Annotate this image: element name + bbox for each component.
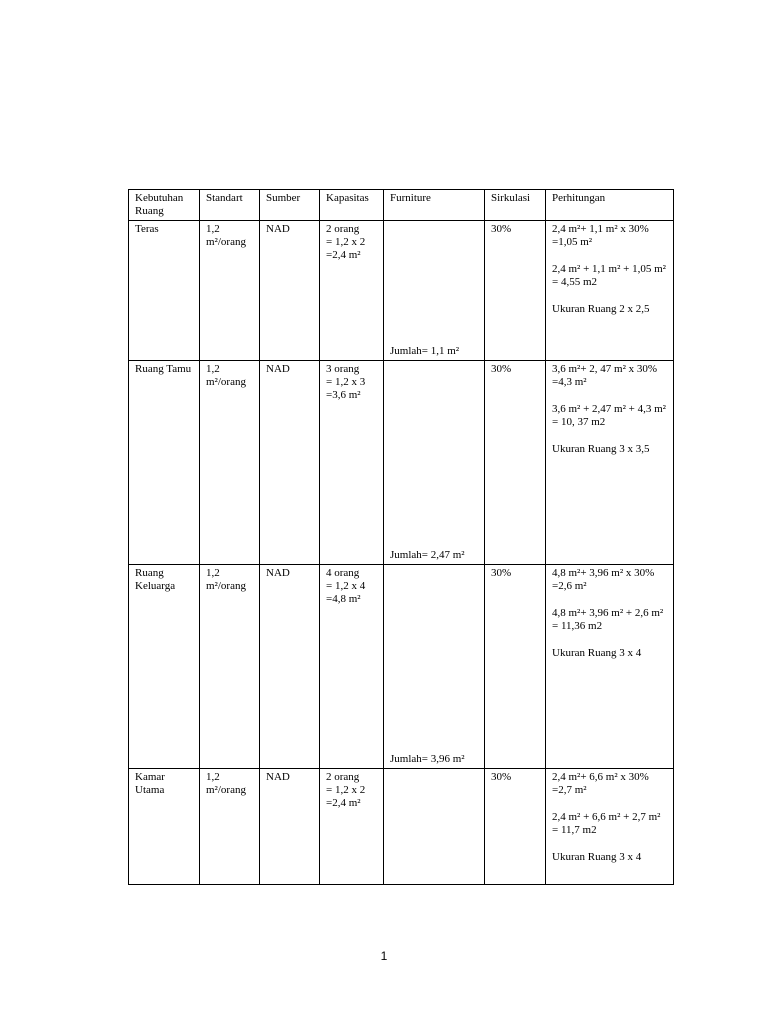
calculation-step: 2,4 m² + 6,6 m² + 2,7 m² = 11,7 m2 [552, 811, 661, 836]
header-furniture: Furniture [384, 190, 485, 221]
sumber-cell: NAD [260, 769, 320, 885]
room-requirements-table [128, 189, 674, 885]
table-row [129, 221, 674, 361]
perhitungan-cell [546, 565, 674, 769]
sumber-cell: NAD [260, 221, 320, 361]
header-sumber: Sumber [260, 190, 320, 221]
kapasitas-line: = 1,2 x 2 [326, 784, 366, 796]
calculation-step: 2,4 m² + 1,1 m² + 1,05 m² = 4,55 m2 [552, 263, 666, 288]
room-size-text: Ukuran Ruang 2 x 2,5 [552, 303, 650, 315]
kapasitas-line: 2 orang [326, 771, 360, 783]
furniture-cell [384, 565, 485, 769]
sirkulasi-cell: 30% [485, 565, 546, 769]
kapasitas-line: = 1,2 x 3 [326, 376, 366, 388]
room-name-cell: Kamar Utama [129, 769, 200, 885]
standart-cell: 1,2 m²/orang [200, 361, 260, 565]
room-size-text: Ukuran Ruang 3 x 4 [552, 851, 642, 863]
room-name-cell: Ruang Keluarga [129, 565, 200, 769]
furniture-cell [384, 361, 485, 565]
header-kapasitas: Kapasitas [320, 190, 384, 221]
sumber-cell: NAD [260, 361, 320, 565]
room-name-cell: Teras [129, 221, 200, 361]
table-row [129, 361, 674, 565]
kapasitas-line: = 1,2 x 4 [326, 580, 366, 592]
perhitungan-cell [546, 221, 674, 361]
calculation-step: 3,6 m²+ 2, 47 m² x 30% =4,3 m² [552, 363, 658, 388]
kapasitas-line: =2,4 m² [326, 797, 361, 809]
kapasitas-line: = 1,2 x 2 [326, 236, 366, 248]
furniture-cell [384, 221, 485, 361]
table-row [129, 769, 674, 885]
kapasitas-cell [320, 565, 384, 769]
kapasitas-cell [320, 221, 384, 361]
calculation-step: 3,6 m² + 2,47 m² + 4,3 m² = 10, 37 m2 [552, 403, 666, 428]
calculation-step: 4,8 m²+ 3,96 m² x 30% =2,6 m² [552, 567, 655, 592]
kapasitas-line: 3 orang [326, 363, 360, 375]
room-size-text: Ukuran Ruang 3 x 4 [552, 647, 642, 659]
standart-cell: 1,2 m²/orang [200, 565, 260, 769]
calculation-step: 2,4 m²+ 1,1 m² x 30% =1,05 m² [552, 223, 649, 248]
standart-cell: 1,2 m²/orang [200, 769, 260, 885]
standart-cell: 1,2 m²/orang [200, 221, 260, 361]
sumber-cell: NAD [260, 565, 320, 769]
header-sirkulasi: Sirkulasi [485, 190, 546, 221]
table-header-row [129, 190, 674, 221]
header-kebutuhan-ruang: Kebutuhan Ruang [129, 190, 200, 221]
furniture-total: Jumlah= 3,96 m² [390, 753, 465, 765]
kapasitas-cell [320, 361, 384, 565]
header-perhitungan: Perhitungan [546, 190, 674, 221]
sirkulasi-cell: 30% [485, 769, 546, 885]
furniture-total: Jumlah= 1,1 m² [390, 345, 460, 357]
calculation-step: 4,8 m²+ 3,96 m² + 2,6 m² = 11,36 m2 [552, 607, 664, 632]
kapasitas-line: 2 orang [326, 223, 360, 235]
sirkulasi-cell: 30% [485, 361, 546, 565]
table-row [129, 565, 674, 769]
perhitungan-cell [546, 361, 674, 565]
furniture-cell [384, 769, 485, 885]
room-name-cell: Ruang Tamu [129, 361, 200, 565]
perhitungan-cell [546, 769, 674, 885]
kapasitas-line: =3,6 m² [326, 389, 361, 401]
header-standart: Standart [200, 190, 260, 221]
kapasitas-line: 4 orang [326, 567, 360, 579]
kapasitas-line: =2,4 m² [326, 249, 361, 261]
page-number: 1 [380, 949, 388, 963]
room-size-text: Ukuran Ruang 3 x 3,5 [552, 443, 650, 455]
kapasitas-line: =4,8 m² [326, 593, 361, 605]
sirkulasi-cell: 30% [485, 221, 546, 361]
calculation-step: 2,4 m²+ 6,6 m² x 30% =2,7 m² [552, 771, 649, 796]
kapasitas-cell [320, 769, 384, 885]
furniture-total: Jumlah= 2,47 m² [390, 549, 465, 561]
